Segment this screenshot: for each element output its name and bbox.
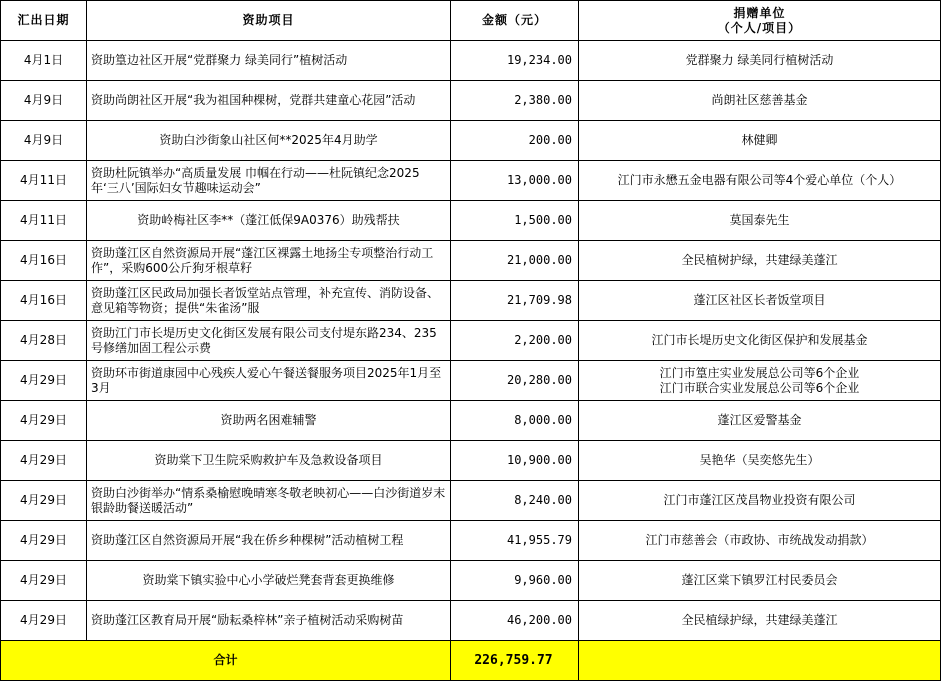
- cell-project: 资助环市街道康园中心残疾人爱心午餐送餐服务项目2025年1月至3月: [87, 361, 451, 401]
- header-donor: [579, 1, 941, 41]
- cell-project: 资助岭梅社区李**（蓬江低保9A0376）助残帮扶: [87, 201, 451, 241]
- cell-amount: 1,500.00: [451, 201, 579, 241]
- total-row: [1, 641, 941, 681]
- cell-donor-line1: 江门市篁庄实业发展总公司等6个企业: [659, 365, 860, 380]
- table-row: [1, 401, 941, 441]
- cell-project: 资助蓬江区民政局加强长者饭堂站点管理，补充宣传、消防设备、意见箱等物资；提供“朱雀汤”服: [87, 281, 451, 321]
- table-row: [1, 121, 941, 161]
- total-amount: 226,759.77: [451, 641, 579, 681]
- cell-amount: 2,200.00: [451, 321, 579, 361]
- cell-date: 4月28日: [1, 321, 87, 361]
- cell-donor: 蓬江区爱警基金: [579, 401, 941, 441]
- cell-date: 4月9日: [1, 81, 87, 121]
- cell-donor: 林健卿: [579, 121, 941, 161]
- cell-date: 4月1日: [1, 41, 87, 81]
- cell-donor: 江门市长堤历史文化街区保护和发展基金: [579, 321, 941, 361]
- total-label: 合计: [1, 641, 451, 681]
- header-date: 汇出日期: [1, 1, 87, 41]
- cell-amount: 19,234.00: [451, 41, 579, 81]
- table-row: [1, 481, 941, 521]
- cell-date: 4月29日: [1, 561, 87, 601]
- cell-amount: 9,960.00: [451, 561, 579, 601]
- cell-date: 4月29日: [1, 401, 87, 441]
- cell-donor: 江门市永懋五金电器有限公司等4个爱心单位（个人）: [579, 161, 941, 201]
- cell-donor: 莫国泰先生: [579, 201, 941, 241]
- cell-amount: 8,000.00: [451, 401, 579, 441]
- cell-date: 4月16日: [1, 241, 87, 281]
- cell-amount: 21,709.98: [451, 281, 579, 321]
- cell-date: 4月9日: [1, 121, 87, 161]
- cell-donor: 全民植树护绿，共建绿美蓬江: [579, 241, 941, 281]
- header-amount: 金额（元）: [451, 1, 579, 41]
- table-row: [1, 521, 941, 561]
- cell-donor-line2: 江门市联合实业发展总公司等6个企业: [659, 380, 860, 395]
- cell-project: 资助蓬江区自然资源局开展“我在侨乡种棵树”活动植树工程: [87, 521, 451, 561]
- table-row: [1, 361, 941, 401]
- cell-project: 资助篁边社区开展“党群聚力 绿美同行”植树活动: [87, 41, 451, 81]
- cell-project: 资助白沙街举办“情系桑榆慰晚晴寒冬敬老映初心——白沙街道岁末银龄助餐送暖活动”: [87, 481, 451, 521]
- cell-date: 4月29日: [1, 441, 87, 481]
- cell-project: 资助白沙街象山社区何**2025年4月助学: [87, 121, 451, 161]
- table-row: [1, 441, 941, 481]
- cell-donor: 党群聚力 绿美同行植树活动: [579, 41, 941, 81]
- cell-project: 资助两名困难辅警: [87, 401, 451, 441]
- cell-amount: 13,000.00: [451, 161, 579, 201]
- cell-project: 资助江门市长堤历史文化街区发展有限公司支付堤东路234、235号修缮加固工程公示费: [87, 321, 451, 361]
- cell-donor: 江门市慈善会（市政协、市统战发动捐款）: [579, 521, 941, 561]
- table-row: [1, 41, 941, 81]
- table-row: [1, 241, 941, 281]
- cell-amount: 46,200.00: [451, 601, 579, 641]
- cell-amount: 20,280.00: [451, 361, 579, 401]
- cell-amount: 41,955.79: [451, 521, 579, 561]
- cell-date: 4月29日: [1, 481, 87, 521]
- cell-date: 4月11日: [1, 201, 87, 241]
- cell-donor: 全民植绿护绿，共建绿美蓬江: [579, 601, 941, 641]
- cell-project: 资助棠下卫生院采购救护车及急救设备项目: [87, 441, 451, 481]
- table-row: [1, 201, 941, 241]
- cell-date: 4月16日: [1, 281, 87, 321]
- cell-donor: 蓬江区棠下镇罗江村民委员会: [579, 561, 941, 601]
- cell-amount: 2,380.00: [451, 81, 579, 121]
- table-row: [1, 81, 941, 121]
- table-row: [1, 281, 941, 321]
- cell-donor: 江门市蓬江区茂昌物业投资有限公司: [579, 481, 941, 521]
- cell-project: 资助杜阮镇举办“高质量发展 巾帼在行动——杜阮镇纪念2025年‘三八’国际妇女节趣味运动会”: [87, 161, 451, 201]
- header-project: 资助项目: [87, 1, 451, 41]
- table-row: [1, 161, 941, 201]
- cell-donor: 蓬江区社区长者饭堂项目: [579, 281, 941, 321]
- table-row: [1, 601, 941, 641]
- cell-project: 资助棠下镇实验中心小学破烂凳套背套更换维修: [87, 561, 451, 601]
- cell-project: 资助蓬江区自然资源局开展“蓬江区裸露土地扬尘专项整治行动工作”，采购600公斤狗牙根草籽: [87, 241, 451, 281]
- cell-date: 4月29日: [1, 521, 87, 561]
- header-donor-line2: （个人/项目）: [717, 20, 802, 35]
- cell-amount: 8,240.00: [451, 481, 579, 521]
- cell-project: 资助蓬江区教育局开展“励耘桑梓林”亲子植树活动采购树苗: [87, 601, 451, 641]
- cell-date: 4月29日: [1, 361, 87, 401]
- header-row: [1, 1, 941, 41]
- cell-donor: 吴艳华（吴奕悠先生）: [579, 441, 941, 481]
- cell-amount: 10,900.00: [451, 441, 579, 481]
- cell-amount: 200.00: [451, 121, 579, 161]
- table-row: [1, 561, 941, 601]
- cell-date: 4月29日: [1, 601, 87, 641]
- cell-date: 4月11日: [1, 161, 87, 201]
- header-donor-line1: 捐赠单位: [733, 5, 786, 20]
- cell-project: 资助尚朗社区开展“我为祖国种棵树，党群共建童心花园”活动: [87, 81, 451, 121]
- cell-amount: 21,000.00: [451, 241, 579, 281]
- cell-donor: 尚朗社区慈善基金: [579, 81, 941, 121]
- total-empty-cell: [579, 641, 941, 681]
- table-row: [1, 321, 941, 361]
- cell-donor: [579, 361, 941, 401]
